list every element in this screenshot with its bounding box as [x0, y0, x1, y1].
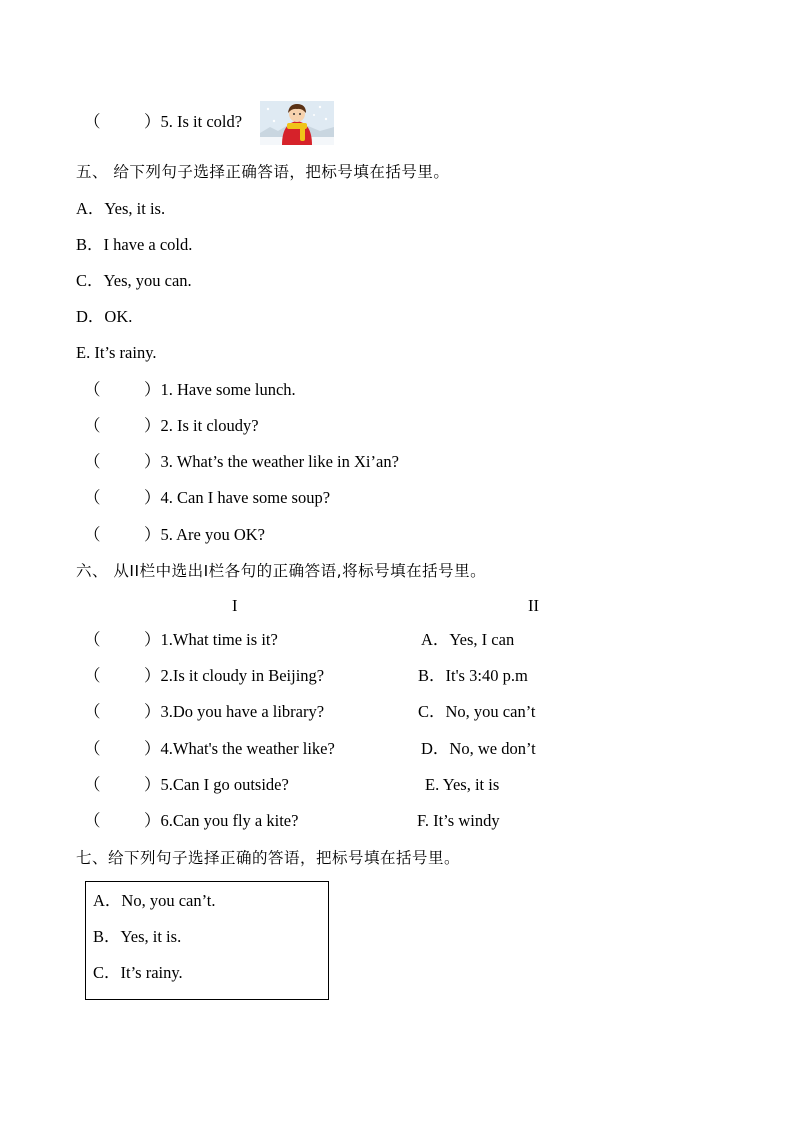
match-answer: D．No, we don’t [421, 739, 536, 758]
match-question: ）4.What's the weather like? [144, 739, 335, 758]
question-text: ）5. Are you OK? [144, 525, 265, 544]
paren-open: （ [84, 380, 101, 399]
paren-open: （ [84, 666, 101, 685]
match-question: ）6.Can you fly a kite? [144, 811, 299, 830]
column-i-header: I [232, 596, 238, 615]
paren-open: （ [84, 630, 101, 649]
answer-options-box [85, 881, 329, 1000]
paren-open: （ [84, 488, 101, 507]
option-b: B．I have a cold. [76, 235, 193, 254]
paren-open: （ [84, 739, 101, 758]
option-e: E. It’s rainy. [76, 343, 157, 362]
option-b: B．Yes, it is. [93, 927, 182, 946]
match-answer: B．It's 3:40 p.m [418, 666, 528, 685]
section-5-heading: 五、 给下列句子选择正确答语，把标号填在括号里。 [76, 163, 450, 181]
option-c: C．It’s rainy. [93, 963, 183, 982]
paren-open: （ [84, 702, 101, 721]
paren-open: （ [84, 452, 101, 471]
cold-girl-scarf-snow-icon [260, 101, 334, 145]
section-7-heading: 七、给下列句子选择正确的答语，把标号填在括号里。 [76, 849, 461, 867]
paren-open: （ [84, 525, 101, 544]
paren-open: （ [84, 416, 101, 435]
question-text: ）1. Have some lunch. [144, 380, 296, 399]
question-text: ）2. Is it cloudy? [144, 416, 259, 435]
option-c: C．Yes, you can. [76, 271, 192, 290]
match-answer: E. Yes, it is [425, 775, 500, 794]
option-a: A．Yes, it is. [76, 199, 166, 218]
match-question: ）2.Is it cloudy in Beijing? [144, 666, 325, 685]
match-question: ）5.Can I go outside? [144, 775, 289, 794]
paren-open: （ [84, 811, 101, 830]
match-question: ）1.What time is it? [144, 630, 278, 649]
match-answer: C．No, you can’t [418, 702, 536, 721]
question-text: ）5. Is it cold? [144, 112, 243, 131]
paren-open: （ [84, 112, 101, 131]
option-d: D．OK. [76, 307, 133, 326]
paren-open: （ [84, 775, 101, 794]
column-ii-header: II [528, 596, 539, 615]
question-text: ）3. What’s the weather like in Xi’an? [144, 452, 399, 471]
question-text: ）4. Can I have some soup? [144, 488, 331, 507]
option-a: A．No, you can’t. [93, 891, 216, 910]
match-answer: A．Yes, I can [421, 630, 515, 649]
match-question: ）3.Do you have a library? [144, 702, 325, 721]
match-answer: F. It’s windy [417, 811, 500, 830]
section-6-heading: 六、 从II栏中选出I栏各句的正确答语,将标号填在括号里。 [76, 562, 487, 580]
